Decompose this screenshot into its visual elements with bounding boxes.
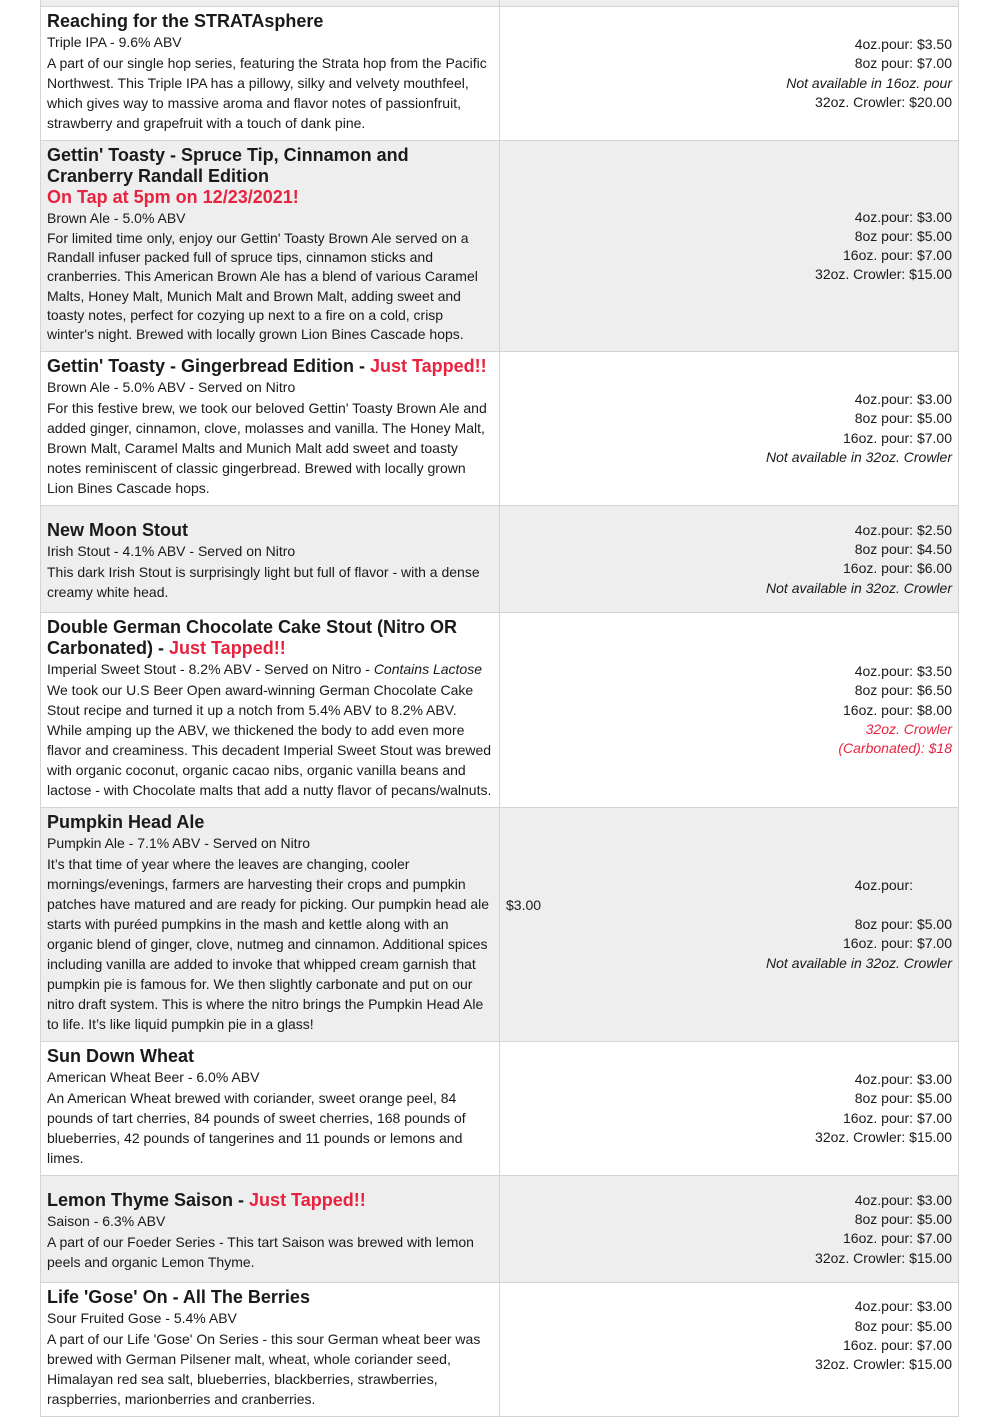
price-line: 16oz. pour: $7.00 (843, 1109, 952, 1126)
price-line: 16oz. pour: $7.00 (843, 935, 952, 952)
price-line: Not available in 16oz. pour (786, 74, 952, 91)
price-line: (Carbonated): $18 (838, 740, 952, 757)
beer-name: Reaching for the STRATAsphere (47, 11, 324, 31)
price-line: 16oz. pour: $7.00 (843, 1230, 952, 1247)
beer-name: Gettin' Toasty - Spruce Tip, Cinnamon and Cranberry Randall Edition (47, 145, 409, 186)
just-tapped-badge: Just Tapped!! (169, 638, 286, 659)
price-line: 16oz. pour: $7.00 (843, 247, 952, 264)
beer-style: American Wheat Beer - 6.0% ABV (47, 1069, 260, 1086)
table-row (41, 1176, 959, 1283)
beer-style: Imperial Sweet Stout - 8.2% ABV - Served on Nitro - Contains Lactose (47, 661, 482, 678)
price-line: 4oz.pour: $3.00 (854, 1071, 952, 1088)
price-line: 16oz. pour: $6.00 (843, 560, 952, 577)
tap-list-table (40, 0, 959, 1417)
price-line: 4oz.pour: $3.00 (854, 391, 952, 408)
beer-name: Double German Chocolate Cake Stout (Nitro OR Carbonated) - Just Tapped!! (47, 617, 458, 659)
beer-style: Sour Fruited Gose - 5.4% ABV (47, 1310, 237, 1327)
price-line: 4oz.pour: $3.00 (854, 208, 952, 225)
price-line: 8oz pour: $5.00 (854, 227, 952, 244)
price-cell (500, 1042, 959, 1176)
price-line: 4oz.pour: (854, 877, 913, 894)
beer-description: A part of our single hop series, featuring the Strata hop from the Pacific Northwest. This Triple IPA has a pillowy, silky and velvety mouthfeel, which gives way to massive aroma and flavor notes of passionfruit, strawberry and grapefruit with a touch of dank pine. (47, 55, 487, 131)
price-line: 8oz pour: $4.50 (854, 540, 952, 557)
price-line: 32oz. Crowler: $15.00 (815, 266, 952, 283)
beer-name: Gettin' Toasty - Gingerbread Edition - Just Tapped!! (47, 356, 487, 377)
beer-name: Pumpkin Head Ale (47, 812, 205, 833)
beer-description: It’s that time of year where the leaves are changing, cooler mornings/evenings, farmers are harvesting their crops and pumpkin patches have matured and are ready for picking. Our pumpkin head ale starts with puréed pumpkins in the mash and kettle along with an organic blend of ginger, clove, nutmeg and cinnamon. Additional spices including vanilla are added to invoke that whipped cream garnish that pumpkin pie is famous for. We then slightly carbonate and put on our nitro draft system. This is where the nitro brings the Pumpkin Head Ale to life. It’s like liquid pumpkin pie in a glass! (47, 856, 490, 1033)
price-line: 32oz. Crowler: $15.00 (815, 1249, 952, 1266)
beer-name: Sun Down Wheat (47, 1046, 194, 1067)
price-line: 8oz pour: $5.00 (854, 410, 952, 427)
price-line: 8oz pour: $7.00 (854, 55, 952, 72)
beer-name: Lemon Thyme Saison - Just Tapped!! (47, 1190, 366, 1211)
price-line: Not available in 32oz. Crowler (766, 954, 952, 971)
beer-description: For this festive brew, we took our beloved Gettin' Toasty Brown Ale and added ginger, cinnamon, clove, molasses and vanilla. The Honey Malt, Brown Malt, Caramel Malts and Munich Malt add sweet and toasty notes reminiscent of classic gingerbread. Brewed with locally grown Lion Bines Cascade hops. (47, 400, 487, 497)
price-cell (500, 7, 959, 141)
beer-description: For limited time only, enjoy our Gettin' Toasty Brown Ale served on a Randall infuser packed full of spruce tips, cinnamon sticks and cranberries. This American Brown Ale has a blend of various Caramel Malts, Honey Malt, Munich Malt and Brown Malt, adding sweet and toasty notes, perfect for cozying up next to a fire on a cold, crisp winter's night. Brewed with locally grown Lion Bines Cascade hops. (47, 230, 478, 343)
price-line: 4oz.pour: $3.00 (854, 1191, 952, 1208)
price-line: 32oz. Crowler (865, 720, 952, 737)
price-line: 4oz.pour: $3.00 (854, 1298, 952, 1315)
price-line: 8oz pour: $5.00 (854, 916, 952, 933)
beer-style: Pumpkin Ale - 7.1% ABV - Served on Nitro (47, 835, 311, 852)
beer-description: An American Wheat brewed with coriander, sweet orange peel, 84 pounds of tart cherries, 84 pounds of sweet cherries, 168 pounds of blueberries, 42 pounds of tangerines and 11 pounds or lemons and limes. (47, 1090, 466, 1167)
beer-description: This dark Irish Stout is surprisingly light but full of flavor - with a dense creamy white head. (47, 564, 480, 601)
beer-style: Irish Stout - 4.1% ABV - Served on Nitro (47, 543, 296, 560)
beer-style: Saison - 6.3% ABV (47, 1213, 166, 1230)
table-row (41, 1283, 959, 1417)
price-cell (500, 506, 959, 613)
table-row (41, 808, 959, 1042)
table-row (41, 7, 959, 141)
beer-description-cell (41, 141, 500, 352)
beer-description: A part of our Foeder Series - This tart Saison was brewed with lemon peels and organic Lemon Thyme. (47, 1234, 474, 1271)
beer-description-cell (41, 352, 500, 506)
price-cell (500, 141, 959, 352)
beer-style: Triple IPA - 9.6% ABV (47, 34, 182, 50)
just-tapped-badge: Just Tapped!! (249, 1190, 366, 1211)
beer-description-cell (41, 1176, 500, 1283)
price-cell (500, 613, 959, 808)
beer-description-cell (41, 506, 500, 613)
beer-name: Life 'Gose' On - All The Berries (47, 1287, 310, 1308)
beer-name: New Moon Stout (47, 520, 188, 541)
beer-description-cell (41, 7, 500, 141)
table-row (41, 506, 959, 613)
beer-description-cell (41, 1042, 500, 1176)
price-line: 8oz pour: $6.50 (854, 682, 952, 699)
table-row (41, 613, 959, 808)
price-line: 16oz. pour: $7.00 (843, 1336, 952, 1353)
price-line: 32oz. Crowler: $20.00 (815, 93, 952, 110)
price-line: 4oz.pour: $2.50 (854, 521, 952, 538)
price-line: 16oz. pour: $8.00 (843, 701, 952, 718)
beer-style: Brown Ale - 5.0% ABV - Served on Nitro (47, 379, 296, 396)
price-line: 8oz pour: $5.00 (854, 1090, 952, 1107)
beer-style: Brown Ale - 5.0% ABV (47, 210, 186, 226)
table-row (41, 352, 959, 506)
price-cell (500, 1176, 959, 1283)
beer-description: A part of our Life 'Gose' On Series - this sour German wheat beer was brewed with German Pilsener malt, wheat, whole coriander seed, Himalayan red sea salt, blueberries, blackberries, strawberries, raspberries, marionberries and cranberries. (47, 1331, 481, 1408)
price-line: 32oz. Crowler: $15.00 (815, 1129, 952, 1146)
price-line: 8oz pour: $5.00 (854, 1210, 952, 1227)
beer-description: We took our U.S Beer Open award-winning German Chocolate Cake Stout recipe and turned it up a notch from 5.4% ABV to 8.2% ABV. While amping up the ABV, we thickened the body to add even more flavor and creaminess. This decadent Imperial Sweet Stout was brewed with organic coconut, organic cacao nibs, organic vanilla beans and lactose - with Chocolate malts that add a nutty flavor of pecans/walnuts. (47, 682, 492, 799)
price-line: Not available in 32oz. Crowler (766, 449, 952, 466)
lactose-note: Contains Lactose (373, 661, 482, 678)
beer-description-cell (41, 808, 500, 1042)
price-line: 4oz.pour: $3.50 (854, 35, 952, 52)
table-row (41, 1042, 959, 1176)
just-tapped-badge: Just Tapped!! (369, 356, 487, 377)
price-line: 4oz.pour: $3.50 (854, 662, 952, 679)
price-line: $3.00 (506, 896, 542, 913)
on-tap-notice: On Tap at 5pm on 12/23/2021! (47, 187, 299, 207)
beer-description-cell (41, 613, 500, 808)
price-cell (500, 1283, 959, 1417)
price-cell (500, 352, 959, 506)
price-line: 8oz pour: $5.00 (854, 1317, 952, 1334)
price-line: 16oz. pour: $7.00 (843, 429, 952, 446)
price-line: 32oz. Crowler: $15.00 (815, 1356, 952, 1373)
beer-description-cell (41, 1283, 500, 1417)
price-cell (500, 808, 959, 1042)
table-row (41, 141, 959, 352)
price-line: Not available in 32oz. Crowler (766, 579, 952, 596)
